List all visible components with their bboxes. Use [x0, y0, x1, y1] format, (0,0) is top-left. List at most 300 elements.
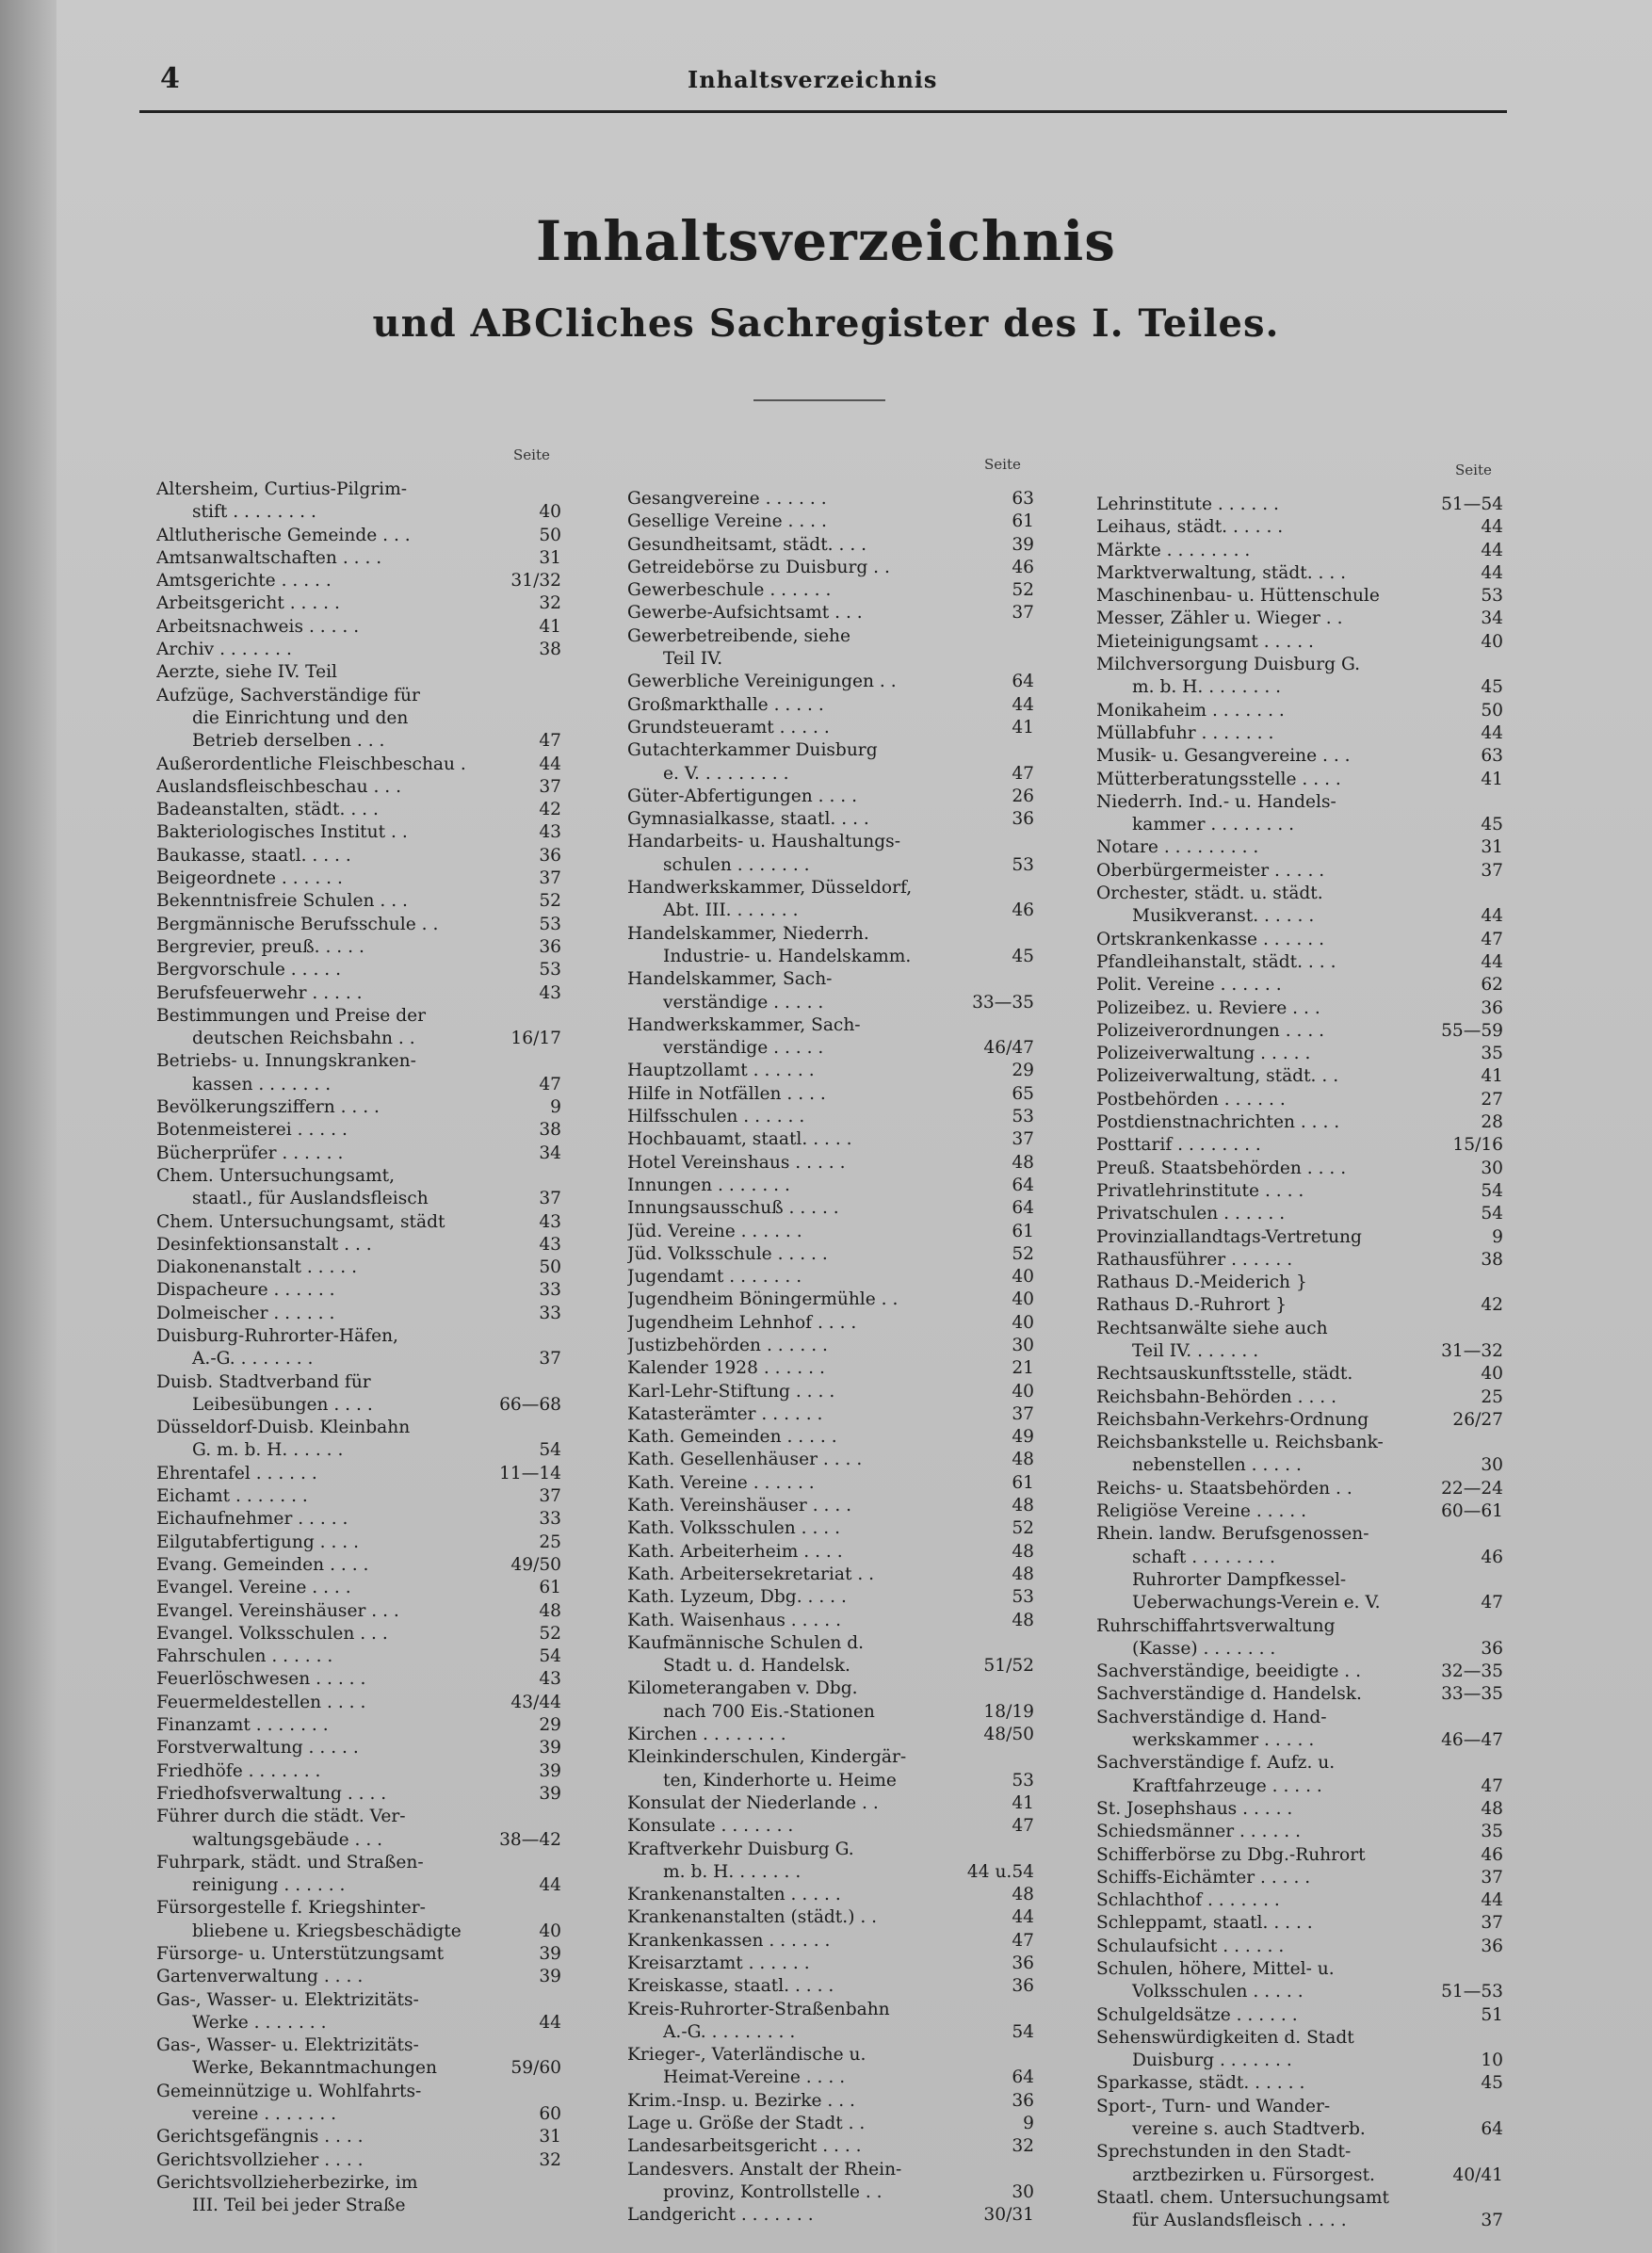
index-entry-page: 51 [1481, 2004, 1503, 2025]
index-entry-page: 33 [539, 1303, 561, 1323]
index-entry [156, 1806, 561, 1828]
index-entry-term: Großmarkthalle . . . . . [627, 694, 824, 715]
index-entry [627, 1861, 1034, 1884]
index-entry [1096, 883, 1503, 905]
index-entry-page: 61 [539, 1578, 561, 1598]
index-entry-term: Preuß. Staatsbehörden . . . . [1096, 1158, 1347, 1178]
index-entry-page: 44 [1012, 694, 1034, 715]
index-entry [156, 1623, 561, 1645]
index-column-3 [1096, 494, 1503, 2233]
index-entry [156, 1714, 561, 1737]
index-entry-term: Dispacheure . . . . . . [156, 1280, 335, 1301]
index-entry-term: (Kasse) . . . . . . . [1132, 1638, 1276, 1659]
index-entry-term: arztbezirken u. Fürsorgest. [1132, 2164, 1375, 2185]
index-entry-term: Gesundheitsamt, städt. . . . [627, 534, 867, 555]
index-entry [156, 1463, 561, 1485]
index-entry-term: Privatschulen . . . . . . [1096, 1204, 1286, 1224]
index-entry [1096, 1249, 1503, 1272]
index-entry [627, 1792, 1034, 1815]
index-entry-page: 64 [1481, 2119, 1503, 2140]
index-entry-term: Sport-, Turn- und Wander- [1096, 2096, 1331, 2116]
index-entry [1096, 700, 1503, 722]
index-entry-term: Kreiskasse, staatl. . . . . [627, 1976, 834, 1997]
index-entry-page: 36 [1012, 809, 1034, 830]
index-entry-page: 36 [1012, 2090, 1034, 2111]
index-entry-term: Sachverständige d. Handelsk. [1096, 1684, 1362, 1705]
index-entry [627, 602, 1034, 624]
index-entry-page: 52 [1012, 1518, 1034, 1539]
index-entry-page: 39 [539, 1760, 561, 1781]
index-entry-page: 47 [539, 1074, 561, 1094]
index-entry-page: 61 [1012, 1472, 1034, 1493]
index-entry-page: 35 [1481, 1822, 1503, 1842]
index-entry [627, 923, 1034, 946]
index-entry-term: Krankenanstalten (städt.) . . [627, 1907, 878, 1928]
index-entry [1096, 608, 1503, 630]
index-entry [156, 1028, 561, 1050]
index-entry [156, 661, 561, 684]
index-entry [627, 1999, 1034, 2021]
index-entry-page: 38 [539, 1120, 561, 1141]
index-entry-page: 39 [539, 1967, 561, 1987]
index-entry-term: verständige . . . . . [663, 1038, 824, 1059]
index-entry-page: 52 [539, 891, 561, 912]
index-entry-page: 33 [539, 1280, 561, 1301]
index-entry-page: 38—42 [499, 1829, 561, 1850]
index-entry-page: 42 [539, 800, 561, 820]
index-entry-term: Postbehörden . . . . . . [1096, 1089, 1286, 1110]
index-entry-term: Kreis-Ruhrorter-Straßenbahn [627, 1999, 890, 2019]
index-entry-page: 37 [539, 776, 561, 797]
index-entry [627, 2044, 1034, 2067]
index-entry-page: 15/16 [1452, 1135, 1503, 1156]
index-entry-page: 27 [1481, 1089, 1503, 1110]
index-entry-page: 46 [1012, 900, 1034, 921]
index-entry [627, 1037, 1034, 1060]
index-entry [156, 1417, 561, 1439]
index-entry-page: 44 [1481, 1890, 1503, 1911]
index-entry-term: Teil IV. [663, 649, 723, 670]
index-entry-page: 43 [539, 822, 561, 843]
index-entry [1096, 1844, 1503, 1867]
index-entry-term: Teil IV. . . . . . . [1132, 1340, 1259, 1361]
index-entry-term: Bergvorschule . . . . . [156, 960, 342, 981]
index-entry-page: 32 [539, 593, 561, 614]
index-entry-term: Mütterberatungsstelle . . . . [1096, 769, 1341, 789]
index-entry [627, 900, 1034, 922]
index-entry-term: Fürsorge- u. Unterstützungsamt [156, 1944, 445, 1964]
index-entry [627, 1975, 1034, 1998]
index-entry-page: 36 [1012, 1953, 1034, 1973]
index-entry-term: Staatl. chem. Untersuchungsamt [1096, 2187, 1389, 2208]
index-entry [627, 1770, 1034, 1792]
index-entry [1096, 1272, 1503, 1294]
index-entry-page: 9 [1492, 1226, 1503, 1247]
index-entry [156, 2126, 561, 2148]
index-entry [627, 2204, 1034, 2227]
index-entry [156, 1325, 561, 1348]
index-entry-term: Polit. Vereine . . . . . . [1096, 975, 1282, 996]
index-entry-page: 45 [1481, 815, 1503, 835]
index-entry [156, 754, 561, 776]
index-entry [1096, 540, 1503, 562]
index-entry-page: 46 [1481, 1844, 1503, 1865]
index-entry-term: schulen . . . . . . . [663, 854, 810, 875]
index-entry-page: 31 [1481, 837, 1503, 858]
index-entry-page: 45 [1481, 2073, 1503, 2094]
index-entry-term: werkskammer . . . . . [1132, 1730, 1315, 1751]
index-entry-term: Gutachterkammer Duisburg [627, 740, 878, 761]
index-entry-page: 38 [1481, 1249, 1503, 1270]
index-entry-term: Niederrh. Ind.- u. Handels- [1096, 791, 1336, 812]
index-entry-term: Forstverwaltung . . . . . [156, 1738, 359, 1759]
index-entry [1096, 1821, 1503, 1843]
index-entry-page: 28 [1481, 1112, 1503, 1133]
index-entry-term: Handarbeits- u. Haushaltungs- [627, 832, 900, 852]
index-entry-term: Sachverständige d. Hand- [1096, 1707, 1327, 1727]
index-entry [1096, 1454, 1503, 1477]
index-entry-page: 41 [539, 616, 561, 637]
index-entry [1096, 745, 1503, 768]
index-entry-term: kassen . . . . . . . [192, 1074, 332, 1094]
index-entry [1096, 1363, 1503, 1386]
index-entry-term: Musikveranst. . . . . . [1132, 906, 1315, 927]
index-entry-page: 45 [1481, 677, 1503, 698]
index-entry-term: Betriebs- u. Innungskranken- [156, 1051, 416, 1072]
index-entry-page: 36 [539, 936, 561, 957]
index-entry [1096, 2141, 1503, 2164]
index-entry [156, 1645, 561, 1668]
index-entry-page: 60—61 [1441, 1501, 1503, 1522]
index-entry [1096, 2004, 1503, 2027]
index-entry-page: 32—35 [1441, 1661, 1503, 1682]
index-entry [1096, 494, 1503, 516]
index-entry-term: Kath. Gemeinden . . . . . [627, 1427, 837, 1448]
index-entry-term: nebenstellen . . . . . [1132, 1455, 1302, 1476]
index-entry-page: 21 [1012, 1358, 1034, 1379]
index-entry [1096, 1409, 1503, 1432]
index-entry-term: Bergrevier, preuß. . . . . [156, 936, 364, 957]
index-entry-term: Handelskammer, Niederrh. [627, 923, 869, 944]
index-entry [627, 1335, 1034, 1357]
index-entry-page: 47 [1481, 929, 1503, 949]
index-entry [627, 946, 1034, 968]
index-entry-term: Hotel Vereinshaus . . . . . [627, 1152, 846, 1173]
index-entry-term: Leibesübungen . . . . [192, 1394, 373, 1415]
index-entry-term: Kilometerangaben v. Dbg. [627, 1678, 858, 1699]
index-entry-page: 38 [539, 640, 561, 660]
index-entry-term: Handelskammer, Sach- [627, 969, 833, 990]
index-entry [627, 1906, 1034, 1929]
index-entry-term: Krim.-Insp. u. Bezirke . . . [627, 2090, 855, 2111]
index-entry-page: 59/60 [510, 2058, 561, 2079]
index-entry [156, 1783, 561, 1806]
index-entry-term: Fuhrpark, städt. und Straßen- [156, 1852, 424, 1872]
index-entry-page: 48 [1012, 1610, 1034, 1630]
index-entry [1096, 2050, 1503, 2072]
index-entry-page: 47 [539, 731, 561, 752]
index-entry [627, 2113, 1034, 2135]
index-entry-page: 44 [539, 2012, 561, 2033]
index-entry-term: Kath. Arbeitersekretariat . . [627, 1564, 875, 1584]
index-entry [156, 525, 561, 547]
index-entry-term: Sprechstunden in den Stadt- [1096, 2142, 1352, 2163]
index-entry [156, 1394, 561, 1417]
index-entry-page: 41 [1481, 769, 1503, 789]
index-entry-page: 9 [550, 1097, 561, 1118]
index-entry-term: Bekenntnisfreie Schulen . . . [156, 891, 408, 912]
index-entry-term: Bergmännische Berufsschule . . [156, 914, 439, 934]
index-entry [627, 992, 1034, 1014]
index-entry-term: Evangel. Volksschulen . . . [156, 1623, 388, 1644]
index-entry-term: m. b. H. . . . . . . [663, 1861, 802, 1882]
index-entry-page: 53 [1012, 854, 1034, 875]
index-entry-term: Reichsbahn-Verkehrs-Ordnung [1096, 1409, 1369, 1430]
index-entry-term: Jugendheim Böningermühle . . [627, 1289, 899, 1310]
index-entry-page: 37 [1481, 2211, 1503, 2231]
index-entry-term: verständige . . . . . [663, 992, 824, 1013]
index-entry-term: Jugendheim Lehnhof . . . . [627, 1312, 857, 1333]
index-entry [1096, 1661, 1503, 1683]
index-entry [156, 1074, 561, 1096]
index-entry-term: Konsulat der Niederlande . . [627, 1792, 879, 1813]
index-entry-page: 39 [539, 1783, 561, 1804]
index-entry [156, 1577, 561, 1599]
running-title: Inhaltsverzeichnis [688, 66, 938, 93]
index-entry [1096, 1752, 1503, 1775]
index-entry-term: Arbeitsnachweis . . . . . [156, 616, 360, 637]
index-entry-term: Sparkasse, städt. . . . . . [1096, 2073, 1305, 2094]
index-entry [156, 1096, 561, 1119]
index-entry [156, 1989, 561, 2012]
index-entry-page: 36 [1481, 1638, 1503, 1659]
index-entry [156, 821, 561, 844]
index-entry [1096, 1226, 1503, 1249]
index-entry [627, 1953, 1034, 1975]
index-entry-page: 45 [1012, 946, 1034, 966]
index-entry-page: 31/32 [510, 571, 561, 592]
index-entry-term: Justizbehörden . . . . . . [627, 1335, 828, 1355]
index-entry [156, 1921, 561, 1943]
page-subtitle: und ABCliches Sachregister des I. Teiles. [372, 301, 1280, 346]
index-entry-page: 32 [1012, 2136, 1034, 2157]
index-entry-term: Gerichtsvollzieher . . . . [156, 2149, 364, 2170]
index-entry-page: 53 [539, 960, 561, 981]
index-entry-term: Polizeibez. u. Reviere . . . [1096, 997, 1320, 1018]
index-entry-page: 30 [1012, 2181, 1034, 2202]
index-entry [156, 1211, 561, 1234]
index-entry [627, 1930, 1034, 1953]
index-entry [1096, 1111, 1503, 1134]
index-entry [156, 845, 561, 867]
index-entry-page: 37 [1012, 603, 1034, 624]
index-entry-term: vereine s. auch Stadtverb. [1132, 2119, 1366, 2140]
index-entry [1096, 791, 1503, 814]
index-entry [156, 1005, 561, 1028]
index-entry-term: Kreisarztamt . . . . . . [627, 1953, 810, 1973]
index-entry-page: 44 [539, 754, 561, 774]
index-entry-term: A.-G. . . . . . . . [192, 1349, 314, 1370]
index-entry-term: Gymnasialkasse, staatl. . . . [627, 809, 869, 830]
index-entry-term: Kath. Lyzeum, Dbg. . . . . [627, 1587, 847, 1608]
index-entry [627, 557, 1034, 579]
index-entry [627, 1586, 1034, 1609]
index-entry-term: Ueberwachungs-Verein e. V. [1132, 1593, 1381, 1613]
index-entry-page: 48 [1012, 1152, 1034, 1173]
index-entry [1096, 1523, 1503, 1546]
index-entry-page: 37 [1481, 1867, 1503, 1888]
index-entry-page: 44 [1481, 517, 1503, 538]
title-divider [753, 399, 885, 401]
index-entry-term: Betrieb derselben . . . [192, 731, 385, 752]
index-entry-term: Eichaufnehmer . . . . . [156, 1509, 348, 1530]
index-entry [1096, 1547, 1503, 1569]
index-entry-term: Getreidebörse zu Duisburg . . [627, 557, 890, 577]
index-entry-term: Milchversorgung Duisburg G. [1096, 655, 1361, 675]
index-entry [627, 1701, 1034, 1724]
index-entry-term: Landgericht . . . . . . . [627, 2205, 814, 2226]
index-entry-term: Polizeiverordnungen . . . . [1096, 1020, 1325, 1041]
index-entry [627, 1839, 1034, 1861]
index-entry [156, 2012, 561, 2034]
index-entry-page: 61 [1012, 511, 1034, 532]
index-entry [1096, 1615, 1503, 1638]
index-entry [627, 1541, 1034, 1564]
index-entry [627, 1632, 1034, 1655]
index-entry-page: 34 [539, 1143, 561, 1163]
index-entry-term: Werke . . . . . . . [192, 2012, 327, 2033]
index-entry-page: 44 [1481, 562, 1503, 583]
index-entry [1096, 1478, 1503, 1500]
index-entry-term: Hilfe in Notfällen . . . . [627, 1083, 826, 1104]
index-entry-page: 62 [1481, 975, 1503, 996]
index-entry-term: Kalender 1928 . . . . . . [627, 1358, 825, 1379]
index-entry [156, 2103, 561, 2126]
index-entry-page: 52 [1012, 1243, 1034, 1264]
index-entry-term: staatl., für Auslandsfleisch [192, 1189, 429, 1209]
index-entry [156, 616, 561, 639]
index-entry-term: e. V. . . . . . . . . [663, 763, 789, 784]
index-entry [1096, 654, 1503, 676]
index-entry-page: 47 [1012, 1816, 1034, 1837]
index-entry [1096, 585, 1503, 608]
index-entry-page: 64 [1012, 2067, 1034, 2088]
index-entry-page: 31 [539, 547, 561, 568]
index-entry-term: Ruhrorter Dampfkessel- [1132, 1569, 1347, 1590]
index-entry-page: 31—32 [1441, 1340, 1503, 1361]
index-entry [156, 1348, 561, 1370]
index-entry [1096, 2027, 1503, 2050]
index-entry-term: Baukasse, staatl. . . . . [156, 845, 351, 866]
index-entry-page: 48/50 [983, 1725, 1034, 1745]
index-entry [156, 707, 561, 730]
index-entry [1096, 974, 1503, 997]
index-entry-page: 52 [1012, 580, 1034, 601]
index-entry-page: 37 [539, 1486, 561, 1507]
index-entry [627, 1175, 1034, 1197]
index-entry-page: 25 [1481, 1386, 1503, 1407]
index-entry [156, 1668, 561, 1691]
index-entry-page: 52 [539, 1623, 561, 1644]
index-entry-term: St. Josephshaus . . . . . [1096, 1798, 1293, 1819]
index-entry-page: 48 [1012, 1885, 1034, 1905]
index-entry-term: Maschinenbau- u. Hüttenschule [1096, 586, 1380, 607]
index-entry [627, 2135, 1034, 2158]
index-entry-page: 35 [1481, 1044, 1503, 1064]
index-entry [1096, 769, 1503, 791]
index-entry [1096, 1798, 1503, 1821]
index-entry-term: Innungsausschuß . . . . . [627, 1198, 839, 1219]
index-entry-term: Gartenverwaltung . . . . [156, 1967, 364, 1987]
index-entry [1096, 1912, 1503, 1935]
index-entry-term: Friedhofsverwaltung . . . . [156, 1783, 387, 1804]
index-entry-term: Lehrinstitute . . . . . . [1096, 494, 1279, 514]
index-entry [627, 1243, 1034, 1266]
index-entry [627, 1357, 1034, 1380]
index-entry [627, 1014, 1034, 1037]
index-entry-page: 37 [1481, 1913, 1503, 1934]
index-entry [156, 1439, 561, 1462]
index-entry [1096, 1500, 1503, 1523]
index-entry-page: 10 [1481, 2050, 1503, 2071]
index-entry-page: 31 [539, 2127, 561, 2148]
index-entry-term: Polizeiverwaltung, städt. . . [1096, 1066, 1339, 1087]
index-entry [156, 2034, 561, 2057]
index-entry [156, 2081, 561, 2103]
index-entry-page: 26 [1012, 786, 1034, 806]
index-entry-page: 43 [539, 1234, 561, 1255]
index-entry-term: Gesellige Vereine . . . . [627, 511, 827, 532]
index-entry [627, 2090, 1034, 2113]
index-entry-term: Industrie- u. Handelskamm. [663, 946, 912, 966]
index-entry [1096, 1867, 1503, 1889]
index-entry [627, 625, 1034, 648]
index-entry-term: Leihaus, städt. . . . . . [1096, 517, 1284, 538]
index-entry-page: 43 [539, 982, 561, 1003]
index-entry [1096, 1180, 1503, 1203]
index-entry-page: 60 [539, 2104, 561, 2125]
index-entry-page: 47 [1012, 763, 1034, 784]
index-entry [1096, 1707, 1503, 1729]
index-entry-page: 40 [1012, 1267, 1034, 1288]
index-entry-page: 44 [1481, 951, 1503, 972]
index-entry [1096, 1683, 1503, 1706]
index-entry-term: Sehenswürdigkeiten d. Stadt [1096, 2027, 1354, 2048]
index-entry [627, 1197, 1034, 1220]
index-entry-term: Lage u. Größe der Stadt . . [627, 2114, 866, 2134]
index-entry-term: Schiffs-Eichämter . . . . . [1096, 1867, 1311, 1888]
index-entry [1096, 2164, 1503, 2187]
index-entry-term: Jüd. Vereine . . . . . . [627, 1221, 802, 1241]
index-entry [627, 2067, 1034, 2089]
index-entry-term: Kath. Waisenhaus . . . . . [627, 1610, 841, 1630]
index-entry [627, 1289, 1034, 1311]
index-entry-term: Bevölkerungsziffern . . . . [156, 1097, 380, 1118]
index-entry-page: 65 [1012, 1083, 1034, 1104]
index-entry [627, 1472, 1034, 1495]
index-entry-term: Güter-Abfertigungen . . . . [627, 786, 858, 806]
index-entry-page: 30/31 [983, 2205, 1034, 2226]
index-entry-term: reinigung . . . . . . [192, 1875, 346, 1896]
index-entry-page: 48 [1012, 1496, 1034, 1516]
index-entry-page: 66—68 [499, 1394, 561, 1415]
index-entry-term: Stadt u. d. Handelsk. [663, 1656, 850, 1677]
index-entry [156, 1256, 561, 1279]
index-entry-page: 43/44 [510, 1692, 561, 1712]
index-entry-term: m. b. H. . . . . . . . [1132, 677, 1282, 698]
index-entry [1096, 1158, 1503, 1180]
index-entry-term: Führer durch die städt. Ver- [156, 1807, 406, 1827]
